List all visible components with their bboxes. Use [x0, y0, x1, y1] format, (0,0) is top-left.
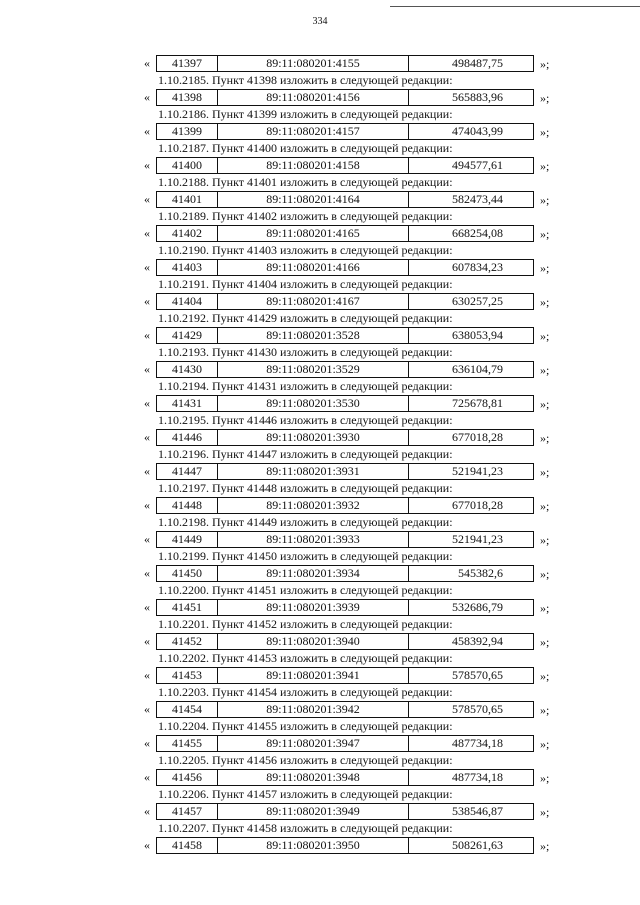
value-cell: 532686,79: [452, 600, 503, 614]
cadastral-number-cell: 89:11:080201:3530: [218, 396, 409, 411]
instruction-line: [0, 72, 640, 89]
top-rule: [390, 6, 640, 7]
item-number-cell: 41431: [157, 396, 218, 411]
value-cell: 578570,65: [452, 702, 503, 716]
opening-quote: «: [144, 838, 150, 852]
opening-quote: «: [144, 600, 150, 614]
item-number-cell: 41397: [157, 56, 218, 71]
opening-quote: «: [144, 532, 150, 546]
closing-quote: »;: [540, 57, 550, 71]
table-row: [0, 55, 640, 72]
value-cell: 521941,23: [452, 464, 503, 478]
row-cells: [156, 89, 534, 106]
table-row: [0, 803, 640, 820]
item-number-cell: 41450: [157, 566, 218, 581]
value-cell: 677018,28: [452, 498, 503, 512]
instruction-line: [0, 582, 640, 599]
instruction-line: [0, 820, 640, 837]
instruction-line: [0, 310, 640, 327]
row-cells: [156, 55, 534, 72]
row-cells: [156, 361, 534, 378]
instruction-text: 1.10.2189. Пункт 41402 изложить в следующей редакции:: [158, 209, 453, 223]
instruction-line: [0, 786, 640, 803]
row-cells: [156, 701, 534, 718]
instruction-line: [0, 412, 640, 429]
table-row: [0, 497, 640, 514]
cadastral-number-cell: 89:11:080201:3931: [218, 464, 409, 479]
item-number-cell: 41456: [157, 770, 218, 785]
row-cells: [156, 769, 534, 786]
instruction-text: 1.10.2203. Пункт 41454 изложить в следующей редакции:: [158, 685, 453, 699]
row-cells: [156, 259, 534, 276]
instruction-text: 1.10.2187. Пункт 41400 изложить в следующей редакции:: [158, 141, 453, 155]
closing-quote: »;: [540, 159, 550, 173]
instruction-text: 1.10.2197. Пункт 41448 изложить в следующей редакции:: [158, 481, 453, 495]
closing-quote: »;: [540, 669, 550, 683]
opening-quote: «: [144, 770, 150, 784]
table-row: [0, 89, 640, 106]
table-row: [0, 565, 640, 582]
opening-quote: «: [144, 124, 150, 138]
opening-quote: «: [144, 56, 150, 70]
item-number-cell: 41399: [157, 124, 218, 139]
opening-quote: «: [144, 396, 150, 410]
item-number-cell: 41398: [157, 90, 218, 105]
cadastral-number-cell: 89:11:080201:3932: [218, 498, 409, 513]
cadastral-number-cell: 89:11:080201:3939: [218, 600, 409, 615]
instruction-text: 1.10.2196. Пункт 41447 изложить в следующей редакции:: [158, 447, 453, 461]
table-row: [0, 837, 640, 854]
instruction-line: [0, 616, 640, 633]
value-cell: 538546,87: [452, 804, 503, 818]
cadastral-number-cell: 89:11:080201:3940: [218, 634, 409, 649]
instruction-text: 1.10.2200. Пункт 41451 изложить в следующей редакции:: [158, 583, 453, 597]
cadastral-number-cell: 89:11:080201:4155: [218, 56, 409, 71]
value-cell: 545382,6: [458, 566, 503, 580]
closing-quote: »;: [540, 227, 550, 241]
closing-quote: »;: [540, 839, 550, 853]
value-cell: 725678,81: [452, 396, 503, 410]
instruction-text: 1.10.2198. Пункт 41449 изложить в следующей редакции:: [158, 515, 453, 529]
item-number-cell: 41402: [157, 226, 218, 241]
cadastral-number-cell: 89:11:080201:3948: [218, 770, 409, 785]
closing-quote: »;: [540, 771, 550, 785]
table-row: [0, 259, 640, 276]
table-row: [0, 395, 640, 412]
table-row: [0, 293, 640, 310]
opening-quote: «: [144, 668, 150, 682]
opening-quote: «: [144, 158, 150, 172]
closing-quote: »;: [540, 737, 550, 751]
row-cells: [156, 837, 534, 854]
instruction-line: [0, 276, 640, 293]
opening-quote: «: [144, 702, 150, 716]
item-number-cell: 41452: [157, 634, 218, 649]
cadastral-number-cell: 89:11:080201:3930: [218, 430, 409, 445]
item-number-cell: 41446: [157, 430, 218, 445]
cadastral-number-cell: 89:11:080201:4156: [218, 90, 409, 105]
cadastral-number-cell: 89:11:080201:3528: [218, 328, 409, 343]
closing-quote: »;: [540, 363, 550, 377]
opening-quote: «: [144, 226, 150, 240]
table-row: [0, 123, 640, 140]
instruction-line: [0, 174, 640, 191]
cadastral-number-cell: 89:11:080201:3947: [218, 736, 409, 751]
row-cells: [156, 191, 534, 208]
value-cell: 565883,96: [452, 90, 503, 104]
row-cells: [156, 293, 534, 310]
value-cell: 582473,44: [452, 192, 503, 206]
closing-quote: »;: [540, 431, 550, 445]
instruction-line: [0, 752, 640, 769]
table-row: [0, 531, 640, 548]
opening-quote: «: [144, 464, 150, 478]
table-row: [0, 633, 640, 650]
item-number-cell: 41449: [157, 532, 218, 547]
value-cell: 521941,23: [452, 532, 503, 546]
row-cells: [156, 531, 534, 548]
instruction-text: 1.10.2190. Пункт 41403 изложить в следующей редакции:: [158, 243, 453, 257]
cadastral-number-cell: 89:11:080201:4164: [218, 192, 409, 207]
closing-quote: »;: [540, 499, 550, 513]
item-number-cell: 41453: [157, 668, 218, 683]
opening-quote: «: [144, 736, 150, 750]
closing-quote: »;: [540, 805, 550, 819]
closing-quote: »;: [540, 703, 550, 717]
value-cell: 607834,23: [452, 260, 503, 274]
instruction-line: [0, 446, 640, 463]
row-cells: [156, 735, 534, 752]
opening-quote: «: [144, 90, 150, 104]
item-number-cell: 41403: [157, 260, 218, 275]
cadastral-number-cell: 89:11:080201:3941: [218, 668, 409, 683]
cadastral-number-cell: 89:11:080201:3529: [218, 362, 409, 377]
table-row: [0, 463, 640, 480]
closing-quote: »;: [540, 397, 550, 411]
value-cell: 474043,99: [452, 124, 503, 138]
table-row: [0, 327, 640, 344]
table-row: [0, 361, 640, 378]
opening-quote: «: [144, 192, 150, 206]
value-cell: 668254,08: [452, 226, 503, 240]
value-cell: 487734,18: [452, 736, 503, 750]
instruction-text: 1.10.2202. Пункт 41453 изложить в следующей редакции:: [158, 651, 453, 665]
opening-quote: «: [144, 328, 150, 342]
opening-quote: «: [144, 362, 150, 376]
instruction-line: [0, 208, 640, 225]
value-cell: 638053,94: [452, 328, 503, 342]
cadastral-number-cell: 89:11:080201:3950: [218, 838, 409, 853]
instruction-line: [0, 344, 640, 361]
closing-quote: »;: [540, 91, 550, 105]
closing-quote: »;: [540, 125, 550, 139]
closing-quote: »;: [540, 295, 550, 309]
opening-quote: «: [144, 294, 150, 308]
instruction-line: [0, 106, 640, 123]
row-cells: [156, 463, 534, 480]
closing-quote: »;: [540, 193, 550, 207]
instruction-text: 1.10.2185. Пункт 41398 изложить в следующей редакции:: [158, 73, 453, 87]
instruction-text: 1.10.2191. Пункт 41404 изложить в следующей редакции:: [158, 277, 453, 291]
cadastral-number-cell: 89:11:080201:3934: [218, 566, 409, 581]
closing-quote: »;: [540, 635, 550, 649]
opening-quote: «: [144, 498, 150, 512]
row-cells: [156, 429, 534, 446]
cadastral-number-cell: 89:11:080201:4167: [218, 294, 409, 309]
item-number-cell: 41447: [157, 464, 218, 479]
closing-quote: »;: [540, 601, 550, 615]
item-number-cell: 41454: [157, 702, 218, 717]
cadastral-number-cell: 89:11:080201:3949: [218, 804, 409, 819]
instruction-line: [0, 140, 640, 157]
instruction-line: [0, 684, 640, 701]
value-cell: 636104,79: [452, 362, 503, 376]
item-number-cell: 41455: [157, 736, 218, 751]
row-cells: [156, 599, 534, 616]
closing-quote: »;: [540, 329, 550, 343]
cadastral-number-cell: 89:11:080201:4158: [218, 158, 409, 173]
instruction-text: 1.10.2205. Пункт 41456 изложить в следующей редакции:: [158, 753, 453, 767]
page-number: 334: [312, 16, 328, 27]
row-cells: [156, 497, 534, 514]
closing-quote: »;: [540, 533, 550, 547]
row-cells: [156, 123, 534, 140]
row-cells: [156, 327, 534, 344]
value-cell: 677018,28: [452, 430, 503, 444]
row-cells: [156, 157, 534, 174]
table-row: [0, 701, 640, 718]
instruction-text: 1.10.2207. Пункт 41458 изложить в следующей редакции:: [158, 821, 453, 835]
closing-quote: »;: [540, 261, 550, 275]
opening-quote: «: [144, 260, 150, 274]
row-cells: [156, 803, 534, 820]
table-row: [0, 191, 640, 208]
row-cells: [156, 667, 534, 684]
item-number-cell: 41448: [157, 498, 218, 513]
opening-quote: «: [144, 430, 150, 444]
opening-quote: «: [144, 566, 150, 580]
cadastral-number-cell: 89:11:080201:3942: [218, 702, 409, 717]
table-row: [0, 225, 640, 242]
row-cells: [156, 225, 534, 242]
instruction-line: [0, 378, 640, 395]
value-cell: 487734,18: [452, 770, 503, 784]
item-number-cell: 41429: [157, 328, 218, 343]
closing-quote: »;: [540, 567, 550, 581]
item-number-cell: 41401: [157, 192, 218, 207]
instruction-text: 1.10.2192. Пункт 41429 изложить в следующей редакции:: [158, 311, 453, 325]
instruction-line: [0, 242, 640, 259]
item-number-cell: 41451: [157, 600, 218, 615]
instruction-text: 1.10.2206. Пункт 41457 изложить в следующей редакции:: [158, 787, 453, 801]
row-cells: [156, 633, 534, 650]
item-number-cell: 41457: [157, 804, 218, 819]
amendment-list: [0, 55, 640, 854]
row-cells: [156, 395, 534, 412]
closing-quote: »;: [540, 465, 550, 479]
instruction-line: [0, 548, 640, 565]
item-number-cell: 41430: [157, 362, 218, 377]
opening-quote: «: [144, 804, 150, 818]
table-row: [0, 157, 640, 174]
opening-quote: «: [144, 634, 150, 648]
instruction-text: 1.10.2195. Пункт 41446 изложить в следующей редакции:: [158, 413, 453, 427]
cadastral-number-cell: 89:11:080201:4157: [218, 124, 409, 139]
item-number-cell: 41400: [157, 158, 218, 173]
table-row: [0, 429, 640, 446]
item-number-cell: 41458: [157, 838, 218, 853]
cadastral-number-cell: 89:11:080201:4166: [218, 260, 409, 275]
instruction-line: [0, 718, 640, 735]
value-cell: 498487,75: [452, 56, 503, 70]
instruction-text: 1.10.2193. Пункт 41430 изложить в следующей редакции:: [158, 345, 453, 359]
table-row: [0, 667, 640, 684]
instruction-line: [0, 514, 640, 531]
instruction-line: [0, 650, 640, 667]
value-cell: 458392,94: [452, 634, 503, 648]
value-cell: 630257,25: [452, 294, 503, 308]
item-number-cell: 41404: [157, 294, 218, 309]
instruction-text: 1.10.2188. Пункт 41401 изложить в следующей редакции:: [158, 175, 453, 189]
instruction-text: 1.10.2199. Пункт 41450 изложить в следующей редакции:: [158, 549, 453, 563]
cadastral-number-cell: 89:11:080201:3933: [218, 532, 409, 547]
row-cells: [156, 565, 534, 582]
table-row: [0, 769, 640, 786]
instruction-text: 1.10.2194. Пункт 41431 изложить в следующей редакции:: [158, 379, 453, 393]
table-row: [0, 599, 640, 616]
instruction-text: 1.10.2204. Пункт 41455 изложить в следующей редакции:: [158, 719, 453, 733]
instruction-text: 1.10.2186. Пункт 41399 изложить в следующей редакции:: [158, 107, 453, 121]
value-cell: 494577,61: [452, 158, 503, 172]
table-row: [0, 735, 640, 752]
value-cell: 508261,63: [452, 838, 503, 852]
value-cell: 578570,65: [452, 668, 503, 682]
instruction-text: 1.10.2201. Пункт 41452 изложить в следующей редакции:: [158, 617, 453, 631]
instruction-line: [0, 480, 640, 497]
cadastral-number-cell: 89:11:080201:4165: [218, 226, 409, 241]
